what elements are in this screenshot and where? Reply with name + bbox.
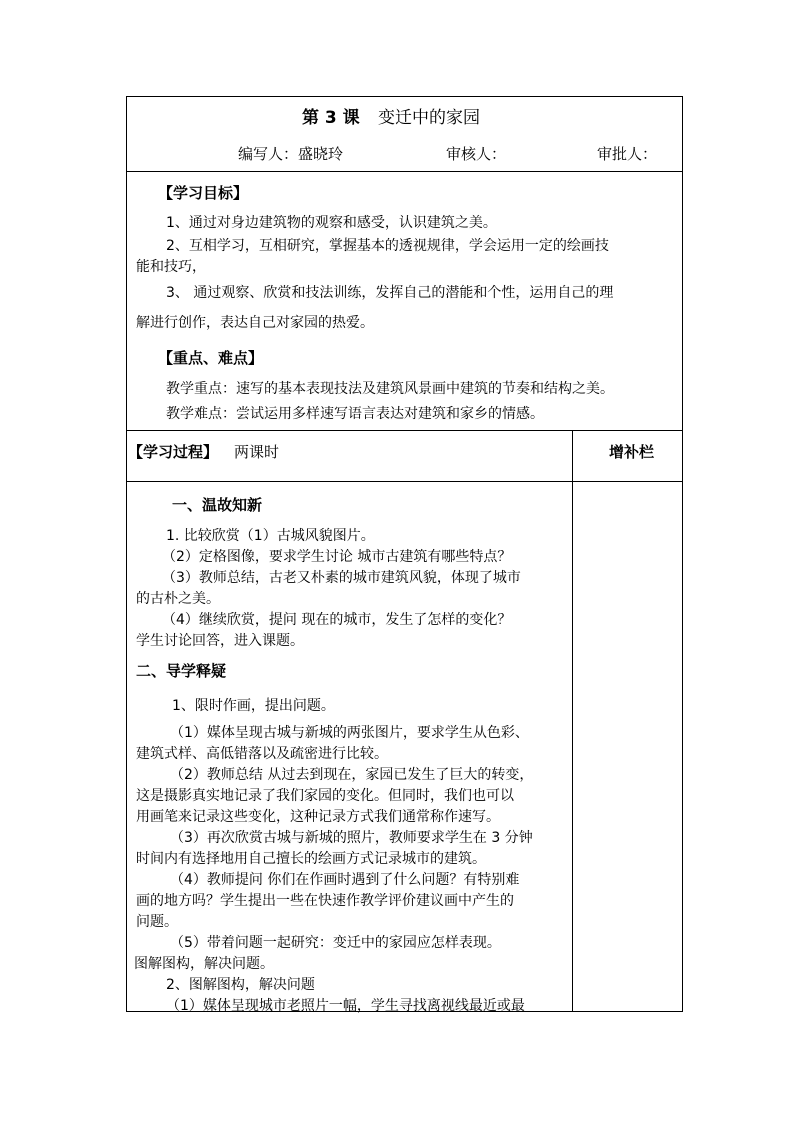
section2-line: 画的地方吗？学生提出一些在快速作教学评价建议画中产生的 (136, 893, 514, 909)
approver-label: 审批人： (597, 145, 658, 163)
lesson-title: 变迁中的家园 (378, 108, 480, 128)
objective-line: 能和技巧， (136, 259, 206, 275)
objective-line: 1、通过对身边建筑物的观察和感受，认识建筑之美。 (166, 215, 497, 231)
reviewer-label: 审核人： (446, 145, 507, 163)
section2-line: 时间内有选择地用自己擅长的绘画方式记录城市的建筑。 (136, 851, 486, 867)
section2-line: 1、限时作画，提出问题。 (172, 698, 335, 714)
section1-line: 学生讨论回答，进入课题。 (136, 633, 304, 649)
section2-line: （1）媒体呈现城市老照片一幅，学生寻找离视线最近或最 (166, 998, 525, 1014)
section2-line: 这是摄影真实地记录了我们家园的变化。但同时，我们也可以 (136, 788, 514, 804)
lesson-number: 第 3 课 (302, 108, 360, 128)
process-heading: 【学习过程】 (128, 443, 219, 461)
side-column-heading: 增补栏 (609, 443, 655, 461)
rule-under-process-heading (126, 481, 683, 482)
rule-under-objectives (126, 430, 683, 431)
section2-line: （1）媒体呈现古城与新城的两张图片，要求学生从色彩、 (170, 725, 529, 741)
section2-heading: 二、导学释疑 (136, 662, 227, 680)
rule-under-header (126, 171, 683, 172)
section2-line: 用画笔来记录这些变化，这种记录方式我们通常称作速写。 (136, 809, 500, 825)
key-points-heading: 【重点、难点】 (158, 349, 264, 367)
key-point-line: 教学难点：尝试运用多样速写语言表达对建筑和家乡的情感。 (166, 406, 544, 422)
process-duration: 两课时 (234, 443, 280, 461)
section1-line: （4）继续欣赏，提问 现在的城市，发生了怎样的变化？ (162, 612, 512, 628)
section2-line: 2、图解图构，解决问题 (166, 977, 315, 993)
section2-line: 建筑式样、高低错落以及疏密进行比较。 (136, 746, 388, 762)
objective-line: 2、互相学习，互相研究，掌握基本的透视规律，学会运用一定的绘画技 (166, 238, 609, 254)
section2-line: 图解图构，解决问题。 (134, 956, 274, 972)
objective-line: 解进行创作，表达自己对家园的热爱。 (136, 315, 374, 331)
author-label: 编写人：盛晓玲 (238, 145, 344, 163)
key-point-line: 教学重点：速写的基本表现技法及建筑风景画中建筑的节奏和结构之美。 (166, 381, 614, 397)
section1-line: 1. 比较欣赏（1）古城风貌图片。 (166, 528, 375, 544)
section2-line: （5）带着问题一起研究：变迁中的家园应怎样表现。 (170, 935, 501, 951)
section1-heading: 一、温故知新 (172, 496, 263, 514)
objectives-heading: 【学习目标】 (158, 184, 249, 202)
rule-side-column (572, 430, 573, 1012)
section1-line: （3）教师总结，古老又朴素的城市建筑风貌，体现了城市 (162, 570, 521, 586)
section2-line: （3）再次欣赏古城与新城的照片，教师要求学生在 3 分钟 (170, 830, 533, 846)
objective-line: 3、 通过观察、欣赏和技法训练，发挥自己的潜能和个性，运用自己的理 (166, 285, 614, 301)
section2-line: 问题。 (136, 914, 178, 930)
section2-line: （2）教师总结 从过去到现在，家园已发生了巨大的转变， (170, 767, 534, 783)
section1-line: 的古朴之美。 (136, 591, 220, 607)
section2-line: （4）教师提问 你们在作画时遇到了什么问题？有特别难 (170, 872, 520, 888)
section1-line: （2）定格图像，要求学生讨论 城市古建筑有哪些特点？ (162, 549, 512, 565)
